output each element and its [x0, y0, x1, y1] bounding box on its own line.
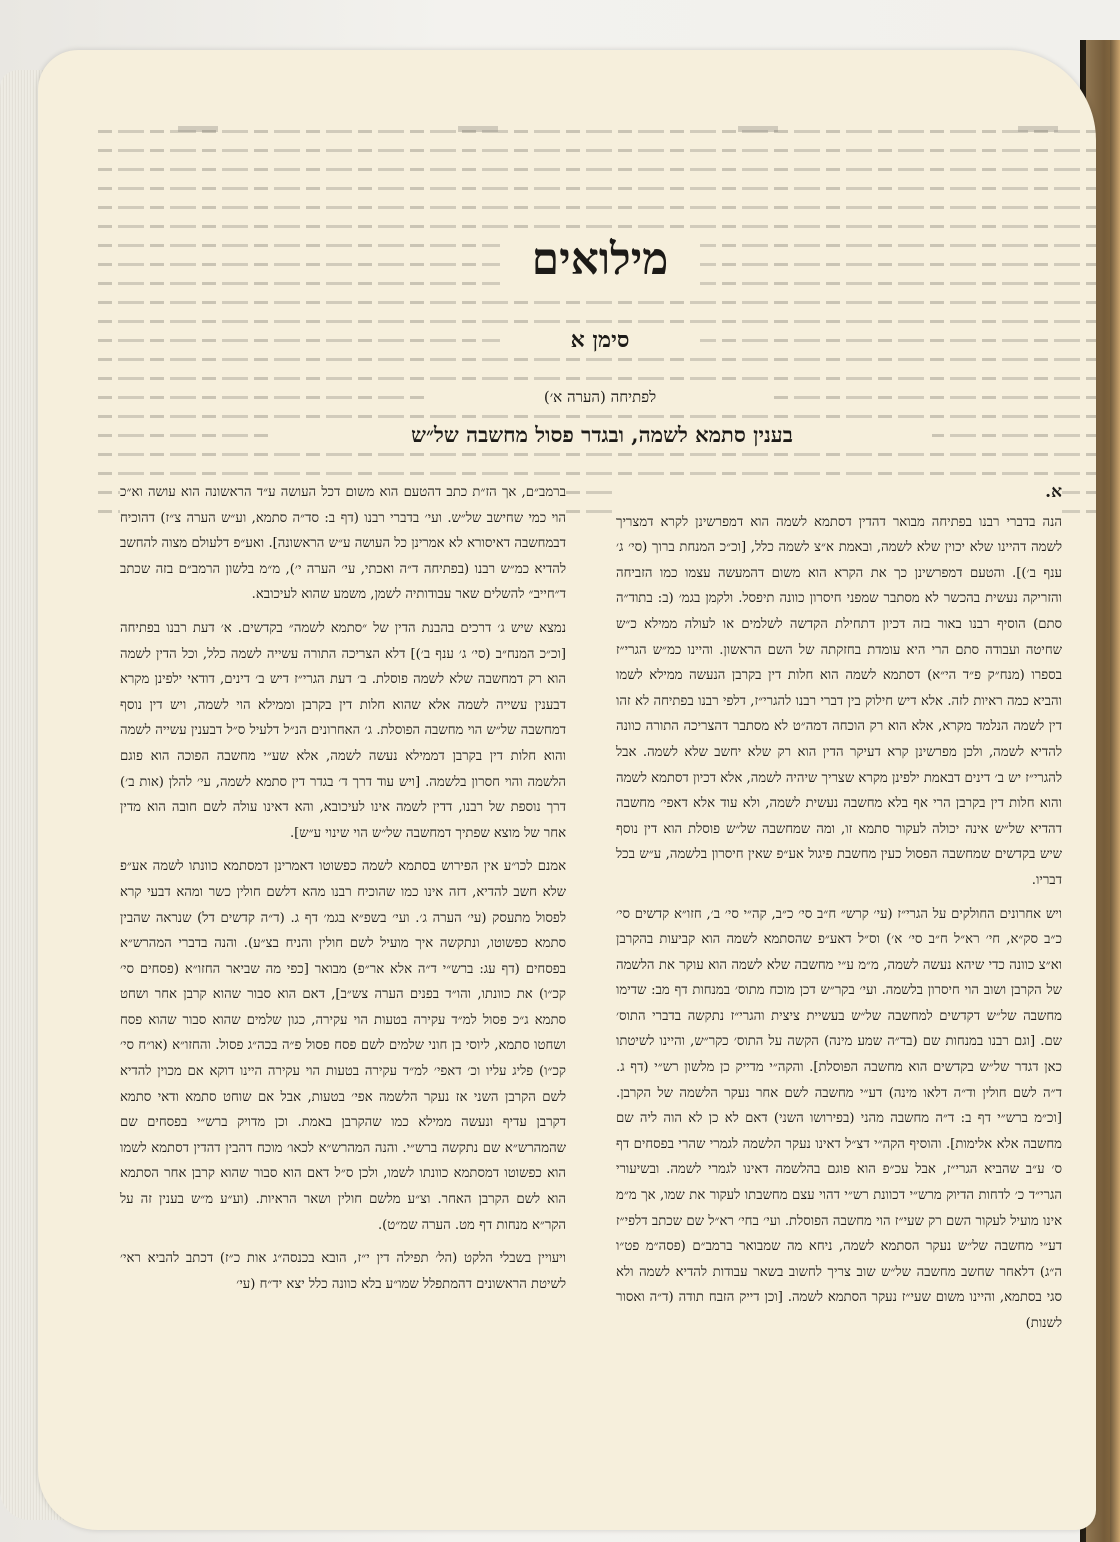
- right-paragraph-2: ויש אחרונים החולקים על הגרי״ז (עי׳ קרש״ ח״ב סי׳ כ״ב, קה״י סי׳ ב׳, חזו״א קדשים סי׳ כ״ב סק״א, חי׳ רא״ל ח״ב סי׳ א׳) וס״ל דאע״פ שהסתמא לשמה הוא קביעות בהקרבן וא״צ כוונה כדי שיהא נעשה לשמה, מ״מ ע״י מחשבה שלא לשמה הוא עוקר את הלשמה של הקרבן ושוב הוי חיסרון בלשמה. ועי׳ בקר״ש דכן מוכח מתוס׳ במנחות דף מב: שדימו מחשבה של״ש דקדשים למחשבה של״ש בעשיית ציצית והגרי״ז נתקשה בדברי התוס׳ שם. [וגם רבנו במנחות שם (בד״ה שמע מינה) הקשה על התוס׳ כקר״ש, והיינו לשיטתו כאן דגדר של״ש בקדשים הוא מחשבה הפוסלת]. והקה״י מדייק כן מלשון רש״י (דף ג. ד״ה לשם חולין וד״ה דלאו מינה) דע״י מחשבה לשם אחר נעקר הלשמה של הקרבן. [וכ״מ ברש״י דף ב: ד״ה מחשבה מהני (בפירושו השני) דאם לא כן לא הוה ליה שם מחשבה אלא אלימות]. והוסיף הקה״י דצ״ל דאינו נעקר הלשמה לגמרי שהרי בפסחים דף ס׳ ע״ב שהביא הגרי״ז, אבל עכ״פ הוא פוגם בהלשמה דאינו לגמרי לשמה. ובשיעורי הגרי״ד כ׳ לדחות הדיוק מרש״י דכוונת רש״י דהוי עצם מחשבתו לעקור את שמו, אך מ״מ אינו מועיל לעקור השם רק שעי״ז הוי מחשבה הפוסלת. ועי׳ בחי׳ רא״ל שם שכתב דלפי״ז דע״י מחשבה של״ש נעקר הסתמא לשמה, ניחא מה שמבואר ברמב״ם (פסה״מ פט״ו ה״ג) דלאחר שחשב מחשבה של״ש שוב צריך לחשוב בשאר עבודות להדיא לשמה ולא סגי בסתמא, והיינו משום שעי״ז נעקר הסתמא לשמה. [וכן דייק הזבח תודה (ד״ה ואסור לשנות): [616, 906, 1062, 1331]
- left-paragraph-1: ברמב״ם, אך הז״ת כתב דהטעם הוא משום דכל העושה ע״ד הראשונה הוא עושה וא״כ הוי כמי שחישב של״ש. ועי׳ בדברי רבנו (דף ב: סד״ה סתמא, וע״ש הערה צ״ז) דהוכיח דבמחשבה דאיסורא לא אמרינן כל העושה ע״ש הראשונה]. ואע״פ דלעולם מצוה להחשב להדיא כמ״ש רבנו (בפתיחה ד״ה ואכתי, עי׳ הערה י׳), מ״מ בלשון הרמב״ם בזה שכתב ד״חייב״ להשלים שאר עבודותיה לשמן, משמע שהוא לעיכובא.: [120, 485, 566, 603]
- right-text-column: [616, 480, 1062, 1345]
- section-subheading: לפתיחה (הערה א׳): [430, 388, 770, 407]
- left-paragraph-2: נמצא שיש ג׳ דרכים בהבנת הדין של ״סתמא לשמה״ בקדשים. א׳ דעת רבנו בפתיחה [וכ״כ המנח״ב (סי׳ ג׳ ענף ב׳)] דלא הצריכה התורה עשייה לשמה כלל, וכל הדין לשמה הוא רק דמחשבה שלא לשמה פוסלת. ב׳ דעת הגרי״ז דיש ב׳ דינים, דודאי ילפינן מקרא דבענין עשייה לשמה אלא שהוא חלות דין בקרבן וממילא הוי לשמה, ויש דין נוסף דמחשבה של״ש הוי מחשבה הפוסלת. ג׳ האחרונים הנ״ל דלעיל ס״ל דבענין עשייה לשמה והוא חלות דין בקרבן דממילא נעשה לשמה, אלא שע״י מחשבה הפוכה הוא פוגם הלשמה והוי חסרון בלשמה. [ויש עוד דרך ד׳ בגדר דין סתמא לשמה, עי׳ להלן (אות ב׳) דרך נוספת של רבנו, דדין לשמה אינו לעיכובא, והא דאינו עולה לשם חובה הוא מדין אחר של מוצא שפתיך דמחשבה של״ש הוי שינוי ע״ש].: [120, 620, 566, 841]
- right-paragraph-1: הנה בדברי רבנו בפתיחה מבואר דהדין דסתמא לשמה הוא דמפרשינן לקרא דמצריך לשמה דהיינו שלא יכוין שלא לשמה, ובאמת א״צ לשמה כלל, [וכ״כ המנחת ברוך (סי׳ ג׳ ענף ב׳)]. והטעם דמפרשינן כך את הקרא הוא משום דהמעשה עצמו כמו הזביחה והזריקה נעשית בהכשר לא מסתבר שמפני חיסרון כוונה תיפסל. ולקמן בגמ׳ (ב: בתוד״ה סתם) הוסיף רבנו באור בזה דכיון דתחילת הקדשה לשלמים או לעולה ממילא כ״ש שחיטה ועבודה סתם הרי היא עומדת בחזקתה של השם הראשון. והיינו כמ״ש הגרי״ז בספרו (מנח״ק פ״ד הי״א) דסתמא לשמה הוא חלות דין בקרבן הנעשה ממילא לשמו והביא כמה ראיות לזה. אלא דיש חילוק בין דברי רבנו להגרי״ז, דלפי רבנו בפתיחה לא זהו דין לשמה הנלמד מקרא, אלא הוא רק הוכחה דמה״ט לא מסתבר דהצריכה התורה כוונה להדיא לשמה, ולכן מפרשינן קרא דעיקר הדין הוא רק שלא יחשב שלא לשמה. אבל להגרי״ז יש ב׳ דינים דבאמת ילפינן מקרא שצריך שיהיה לשמה, אלא דכיון דסתמא לשמה והוא חלות דין בקרבן הרי אף בלא מחשבה נעשית לשמה, ולא עוד אלא דאפי׳ מחשבה דהדיא של״ש אינה יכולה לעקור סתמא זו, ומה שמחשבה של״ש פוסלת הוא דין נוסף שיש בקדשים שמחשבה הפסול כעין מחשבת פיגול אע״פ שאין חיסרון בלשמה, ע״ש בכל דבריו.: [616, 514, 1062, 888]
- left-text-column: [120, 480, 566, 1305]
- left-paragraph-4: ויעויין בשבלי הלקט (הל׳ תפילה דין י״ז, הובא בכנסה״ג אות כ״ז) דכתב להביא ראי׳ לשיטת הראשונים דהמתפלל שמו״ע בלא כוונה כלל יצא יד״ח (עי׳: [120, 1251, 566, 1292]
- section-subject: בענין סתמא לשמה, ובגדר פסול מחשבה של״ש: [272, 422, 932, 448]
- paragraph-letter: א.: [1045, 482, 1062, 502]
- page-title: מילואים: [500, 232, 700, 288]
- left-paragraph-3: אמנם לכו״ע אין הפירוש בסתמא לשמה כפשוטו דאמרינן דמסתמא כוונתו לשמה אע״פ שלא חשב להדיא, דזה אינו כמו שהוכיח רבנו מהא דלשם חולין כשר ומהא דבעי קרא לפסול מתעסק (עי׳ הערה ג׳. ועי׳ בשפ״א בגמ׳ דף ג. (ד״ה קדשים דל) שנראה שהבין סתמא כפשוטו, ונתקשה איך מועיל לשם חולין והניח בצ״ע). והנה בדברי המהרש״א בפסחים (דף עג: ברש״י ד״ה אלא אר״פ) מבואר [כפי מה שביאר החזו״א (פסחים סי׳ קכ״ו) את כוונתו, והו״ד בפנים הערה צש״ב], דאם הוא סבור שהוא קרבן אחר ושחט סתמא ג״כ פסול למ״ד עקירה בטעות הוי עקירה, כגון שלמים שהוא סבור שהוא פסח ושחטו סתמא, ליוסי בן חוני שלמים לשם פסח פסול פ״ה בכה״ג פסול. והחזו״א (או״ח סי׳ קכ״ו) פליג עליו וכ׳ דאפי׳ למ״ד עקירה בטעות הוי עקירה היינו דוקא אם מכוין להדיא לשם הקרבן השני אז נעקר הלשמה אפי׳ בטעות, אבל אם שוחט סתמא ודאי סתמא דקרבן עדיף ונעשה ממילא כמו שהקרבן באמת. וכן מדויק ברש״י בפסחים שם שהמהרש״א שם נתקשה ברש״י. והנה המהרש״א לכאו׳ מוכח דהבין דהדין דסתמא לשמו הוא כפשוטו דמסתמא כוונתו לשמו, ולכן ס״ל דאם הוא סבור שהוא קרבן אחר הסתמא הוא לשם הקרבן האחר. וצ״ע מלשם חולין ושאר הראיות. (וע״ע מ״ש בענין זה על הקר״א מנחות דף מט. הערה שמ״ט).: [120, 859, 566, 1233]
- section-heading: סימן א: [500, 327, 700, 353]
